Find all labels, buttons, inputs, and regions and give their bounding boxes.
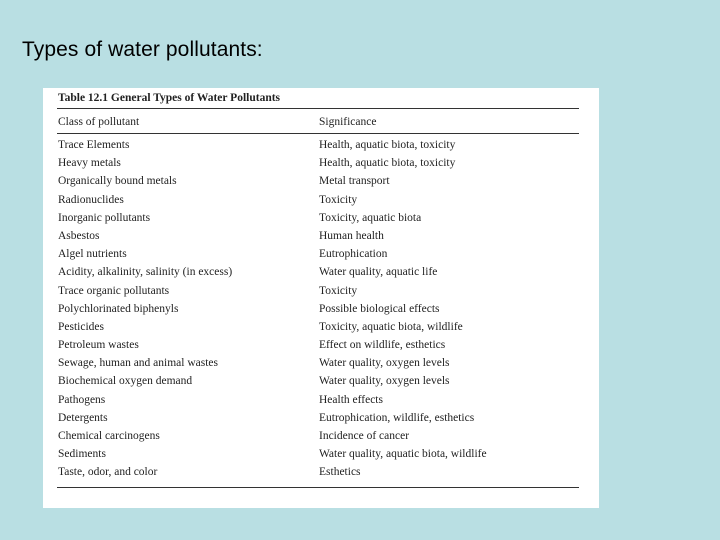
table-top-rule bbox=[57, 108, 579, 109]
cell-class: Heavy metals bbox=[58, 157, 121, 170]
table-caption: Table 12.1 General Types of Water Pollutants bbox=[58, 92, 281, 104]
table-body bbox=[43, 138, 599, 484]
table-row bbox=[43, 302, 599, 320]
table-row bbox=[43, 138, 599, 156]
table-row bbox=[43, 229, 599, 247]
table-row bbox=[43, 284, 599, 302]
cell-significance: Health effects bbox=[319, 393, 383, 406]
table-image-panel bbox=[43, 88, 599, 508]
cell-significance: Human health bbox=[319, 229, 384, 242]
cell-class: Detergents bbox=[58, 411, 108, 424]
cell-significance: Toxicity, aquatic biota bbox=[319, 211, 422, 224]
cell-class: Inorganic pollutants bbox=[58, 211, 151, 224]
cell-significance: Toxicity, aquatic biota, wildlife bbox=[319, 320, 463, 333]
table-row bbox=[43, 429, 599, 447]
table-row bbox=[43, 393, 599, 411]
cell-class: Sewage, human and animal wastes bbox=[58, 357, 218, 370]
table-row bbox=[43, 320, 599, 338]
cell-significance: Toxicity bbox=[319, 193, 358, 206]
table-row bbox=[43, 338, 599, 356]
cell-significance: Water quality, oxygen levels bbox=[319, 375, 450, 388]
cell-significance: Incidence of cancer bbox=[319, 430, 410, 442]
table-row bbox=[43, 356, 599, 374]
cell-class: Pesticides bbox=[58, 320, 104, 333]
table-row bbox=[43, 174, 599, 192]
column-header-class: Class of pollutant bbox=[58, 116, 140, 128]
cell-significance: Water quality, aquatic biota, wildlife bbox=[319, 448, 487, 461]
cell-class: Petroleum wastes bbox=[58, 339, 139, 352]
cell-class: Pathogens bbox=[58, 393, 106, 406]
cell-significance: Eutrophication bbox=[319, 248, 388, 261]
cell-class: Acidity, alkalinity, salinity (in excess) bbox=[58, 266, 233, 279]
cell-significance: Possible biological effects bbox=[319, 302, 440, 315]
table-row bbox=[43, 247, 599, 265]
table-row bbox=[43, 374, 599, 392]
cell-significance: Health, aquatic biota, toxicity bbox=[319, 139, 456, 151]
cell-significance: Toxicity bbox=[319, 284, 358, 297]
cell-class: Trace Elements bbox=[58, 139, 130, 151]
cell-significance: Metal transport bbox=[319, 175, 390, 188]
cell-class: Chemical carcinogens bbox=[58, 430, 160, 442]
cell-class: Asbestos bbox=[58, 229, 100, 242]
table-row bbox=[43, 465, 599, 483]
cell-significance: Eutrophication, wildlife, esthetics bbox=[319, 411, 475, 424]
table-row bbox=[43, 447, 599, 465]
cell-class: Biochemical oxygen demand bbox=[58, 375, 193, 388]
table-row bbox=[43, 156, 599, 174]
cell-class: Polychlorinated biphenyls bbox=[58, 302, 179, 315]
table-row bbox=[43, 411, 599, 429]
cell-significance: Effect on wildlife, esthetics bbox=[319, 339, 446, 352]
table-row bbox=[43, 193, 599, 211]
cell-class: Algel nutrients bbox=[58, 248, 127, 261]
cell-significance: Water quality, aquatic life bbox=[319, 266, 438, 279]
column-header-significance: Significance bbox=[319, 116, 377, 128]
cell-significance: Esthetics bbox=[319, 466, 361, 479]
table-row bbox=[43, 211, 599, 229]
cell-significance: Health, aquatic biota, toxicity bbox=[319, 157, 456, 170]
table-row bbox=[43, 265, 599, 283]
cell-class: Taste, odor, and color bbox=[58, 466, 158, 479]
table-bottom-rule bbox=[57, 487, 579, 488]
cell-class: Organically bound metals bbox=[58, 175, 177, 188]
cell-class: Sediments bbox=[58, 448, 106, 461]
cell-significance: Water quality, oxygen levels bbox=[319, 357, 450, 370]
cell-class: Trace organic pollutants bbox=[58, 284, 170, 297]
table-header-rule bbox=[57, 133, 579, 134]
cell-class: Radionuclides bbox=[58, 193, 124, 206]
slide-title: Types of water pollutants: bbox=[22, 38, 263, 61]
